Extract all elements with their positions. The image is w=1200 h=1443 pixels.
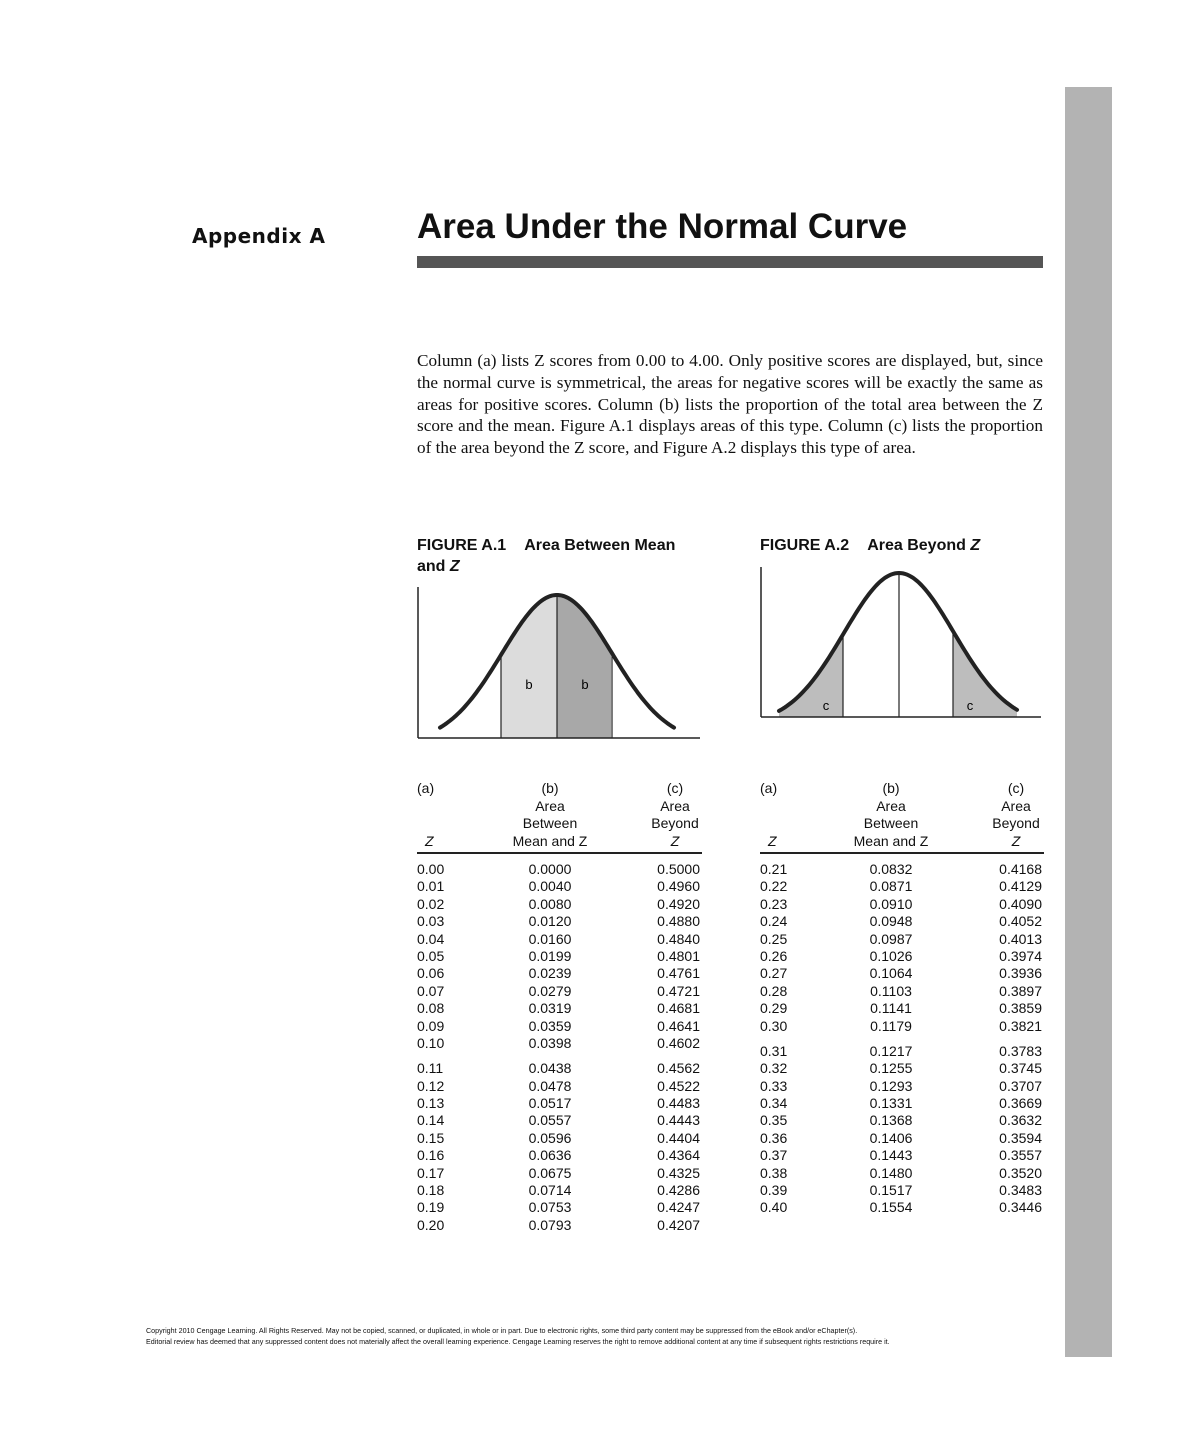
table-cell-z: 0.13 — [417, 1095, 445, 1112]
table-cell-c: 0.4364 — [657, 1147, 700, 1164]
table-cell-b: 0.0832 — [869, 861, 913, 877]
figure-a1-label: FIGURE A.1 — [417, 537, 507, 554]
table-cell-z: 0.26 — [760, 947, 788, 964]
table-cell-b: 0.0120 — [528, 913, 572, 930]
figure-a1-normal-curve — [416, 585, 702, 743]
table-cell-c: 0.4404 — [657, 1129, 700, 1146]
table-cell-z: 0.24 — [760, 913, 788, 930]
table-cell-z: 0.07 — [417, 982, 445, 999]
table-cell-b: 0.1179 — [870, 1017, 912, 1034]
table-cell-z: 0.37 — [760, 1147, 788, 1164]
figure-a2-label: FIGURE A.2 — [760, 537, 850, 554]
table-cell-b: 0.1480 — [869, 1164, 913, 1181]
table-cell-c: 0.4443 — [657, 1112, 700, 1129]
table-cell-z: 0.19 — [417, 1199, 445, 1216]
left-b-column — [510, 861, 590, 1234]
table-cell-b: 0.1554 — [869, 1199, 913, 1216]
table-cell-b: 0.0675 — [528, 1164, 572, 1181]
region-b-right-label: b — [581, 677, 589, 692]
table-cell-b: 0.1517 — [869, 1182, 913, 1199]
table-cell-b: 0.1443 — [869, 1147, 913, 1164]
table-cell-z: 0.33 — [760, 1077, 788, 1094]
table-cell-b: 0.1406 — [869, 1129, 913, 1146]
table-cell-b: 0.0910 — [869, 895, 913, 912]
figure-a2-caption-text: Area Beyond — [867, 537, 971, 554]
table-cell-c: 0.3745 — [999, 1060, 1042, 1077]
table-cell-c: 0.4721 — [657, 982, 700, 999]
table-cell-b: 0.0398 — [528, 1034, 572, 1051]
intro-paragraph: Column (a) lists Z scores from 0.00 to 4.00. Only positive scores are displayed, but, since the normal curve is symmetrical, the areas for negative scores will be exactly the same as areas for positive scores. Column (b) lists the proportion of the total area between the Z score and the mean. Figure A.1 displays areas of this type. Column (c) lists the proportion of the area beyond the Z score, and Figure A.2 displays this type of area. — [417, 351, 1043, 458]
table-cell-c: 0.3707 — [999, 1077, 1042, 1094]
table-cell-z: 0.22 — [760, 878, 788, 895]
title-rule — [417, 256, 1043, 268]
table-cell-b: 0.0160 — [528, 930, 572, 947]
table-cell-c: 0.3594 — [999, 1129, 1042, 1146]
right-header-b: (b) Area Between Mean and Z — [853, 780, 929, 849]
left-header-c: (c) Area Beyond Z — [651, 780, 699, 849]
table-cell-b: 0.0714 — [528, 1182, 572, 1199]
table-cell-c: 0.4247 — [657, 1199, 700, 1216]
table-cell-c: 0.3821 — [999, 1017, 1042, 1034]
table-cell-b: 0.0793 — [528, 1216, 572, 1233]
left-header-a: (a) Z — [417, 780, 435, 849]
table-cell-b: 0.1141 — [870, 1000, 912, 1017]
table-cell-b: 0.0438 — [528, 1060, 572, 1077]
table-cell-z: 0.16 — [417, 1147, 445, 1164]
table-cell-z: 0.30 — [760, 1017, 788, 1034]
table-cell-z: 0.36 — [760, 1129, 788, 1146]
table-cell-c: 0.3783 — [999, 1042, 1042, 1059]
table-cell-b: 0.0319 — [528, 1000, 572, 1017]
table-cell-c: 0.3974 — [999, 947, 1042, 964]
appendix-label: Appendix A — [192, 224, 326, 248]
table-cell-z: 0.32 — [760, 1060, 788, 1077]
table-cell-z: 0.14 — [417, 1112, 445, 1129]
table-cell-c: 0.4325 — [657, 1164, 700, 1181]
table-cell-c: 0.4483 — [657, 1095, 700, 1112]
region-c-left-label: c — [822, 698, 830, 713]
figure-a2-normal-curve — [759, 565, 1043, 723]
table-cell-z: 0.20 — [417, 1216, 445, 1233]
region-c-right-label: c — [966, 698, 974, 713]
table-cell-c: 0.4840 — [657, 930, 700, 947]
right-header-a: (a) Z — [760, 780, 778, 849]
table-cell-z: 0.03 — [417, 913, 445, 930]
right-z-column — [760, 861, 800, 1217]
table-cell-z: 0.18 — [417, 1182, 445, 1199]
copyright-line-2: Editorial review has deemed that any suppressed content does not materially affect the overall learning experience. Cengage Learning reserves the right to remove additional content at any time if subsequent rights restrictions require it. — [146, 1336, 890, 1346]
table-cell-b: 0.0987 — [869, 930, 913, 947]
table-cell-z: 0.09 — [417, 1017, 445, 1034]
region-b-left-label: b — [525, 677, 533, 692]
table-cell-b: 0.0871 — [869, 878, 913, 895]
left-header-rule — [417, 852, 702, 854]
figure-a2-caption — [760, 535, 1060, 556]
table-cell-b: 0.0557 — [528, 1112, 572, 1129]
side-margin-bar — [1065, 87, 1112, 1357]
table-cell-z: 0.27 — [760, 965, 788, 982]
area-between-left-fill — [501, 595, 557, 738]
right-header-c: (c) Area Beyond Z — [992, 780, 1040, 849]
copyright-line-1: Copyright 2010 Cengage Learning. All Rights Reserved. May not be copied, scanned, or duplicated, in whole or in part. Due to electronic rights, some third party content may be suppressed from the eBook and/or eChapter(s). — [146, 1326, 858, 1335]
table-cell-z: 0.25 — [760, 930, 788, 947]
table-cell-z: 0.29 — [760, 1000, 788, 1017]
figure-a1-caption — [417, 535, 717, 577]
table-cell-c: 0.4168 — [999, 861, 1042, 877]
table-cell-b: 0.0478 — [528, 1077, 572, 1094]
table-cell-z: 0.05 — [417, 947, 445, 964]
table-cell-b: 0.1217 — [869, 1042, 913, 1059]
table-cell-z: 0.31 — [760, 1042, 788, 1059]
table-cell-c: 0.4641 — [657, 1017, 700, 1034]
table-cell-c: 0.3632 — [999, 1112, 1042, 1129]
table-cell-c: 0.4960 — [657, 878, 700, 895]
table-cell-b: 0.0080 — [528, 895, 572, 912]
table-cell-b: 0.0948 — [869, 913, 913, 930]
table-cell-c: 0.3446 — [999, 1199, 1042, 1216]
table-cell-z: 0.38 — [760, 1164, 788, 1181]
table-cell-c: 0.4602 — [657, 1034, 700, 1051]
table-cell-c: 0.4681 — [657, 1000, 700, 1017]
right-b-column — [851, 861, 931, 1217]
table-cell-c: 0.4090 — [999, 895, 1042, 912]
table-cell-c: 0.4562 — [657, 1060, 700, 1077]
table-cell-c: 0.4920 — [657, 895, 700, 912]
table-cell-b: 0.0753 — [528, 1199, 572, 1216]
table-cell-c: 0.4286 — [657, 1182, 700, 1199]
table-cell-b: 0.0517 — [528, 1095, 572, 1112]
table-cell-b: 0.1368 — [869, 1112, 913, 1129]
table-cell-c: 0.3936 — [999, 965, 1042, 982]
table-cell-c: 0.4013 — [999, 930, 1042, 947]
right-header-rule — [760, 852, 1044, 854]
table-cell-c: 0.4880 — [657, 913, 700, 930]
table-cell-c: 0.4052 — [999, 913, 1042, 930]
table-cell-b: 0.0040 — [528, 878, 572, 895]
table-cell-z: 0.23 — [760, 895, 788, 912]
table-cell-z: 0.17 — [417, 1164, 445, 1181]
table-cell-z: 0.12 — [417, 1077, 445, 1094]
table-cell-z: 0.01 — [417, 878, 445, 895]
table-cell-b: 0.0239 — [528, 965, 572, 982]
table-cell-c: 0.5000 — [657, 861, 700, 877]
table-cell-z: 0.06 — [417, 965, 445, 982]
table-cell-c: 0.3897 — [999, 982, 1042, 999]
table-cell-z: 0.28 — [760, 982, 788, 999]
table-cell-b: 0.1293 — [869, 1077, 913, 1094]
area-between-right-fill — [557, 595, 611, 738]
table-cell-z: 0.21 — [760, 861, 788, 877]
page-title: Area Under the Normal Curve — [417, 207, 908, 246]
table-cell-z: 0.35 — [760, 1112, 788, 1129]
table-cell-b: 0.0596 — [528, 1129, 572, 1146]
table-cell-z: 0.02 — [417, 895, 445, 912]
table-cell-c: 0.4129 — [999, 878, 1042, 895]
table-cell-c: 0.4522 — [657, 1077, 700, 1094]
table-cell-b: 0.1064 — [869, 965, 913, 982]
figure-a1-caption-line1: Area Between Mean — [524, 537, 676, 554]
table-cell-c: 0.3669 — [999, 1095, 1042, 1112]
table-cell-b: 0.1026 — [869, 947, 913, 964]
figure-a1-caption-line2: and — [417, 558, 450, 575]
table-cell-z: 0.39 — [760, 1182, 788, 1199]
table-cell-c: 0.4207 — [657, 1216, 700, 1233]
table-cell-b: 0.1103 — [870, 982, 912, 999]
table-cell-z: 0.08 — [417, 1000, 445, 1017]
table-cell-z: 0.10 — [417, 1034, 445, 1051]
table-cell-z: 0.04 — [417, 930, 445, 947]
table-cell-c: 0.3557 — [999, 1147, 1042, 1164]
table-cell-z: 0.34 — [760, 1095, 788, 1112]
figure-a2-caption-z: Z — [970, 537, 981, 554]
right-c-column — [972, 861, 1042, 1217]
table-cell-c: 0.4761 — [657, 965, 700, 982]
table-cell-c: 0.3520 — [999, 1164, 1042, 1181]
table-cell-c: 0.3483 — [999, 1182, 1042, 1199]
left-c-column — [630, 861, 700, 1234]
table-cell-z: 0.00 — [417, 861, 445, 877]
table-cell-b: 0.0000 — [528, 861, 572, 877]
figure-a1-caption-z: Z — [449, 558, 460, 575]
table-cell-z: 0.40 — [760, 1199, 788, 1216]
left-z-column — [417, 861, 457, 1234]
table-cell-b: 0.1255 — [869, 1060, 913, 1077]
table-cell-z: 0.11 — [417, 1060, 444, 1077]
table-cell-b: 0.1331 — [869, 1095, 913, 1112]
table-cell-b: 0.0279 — [528, 982, 572, 999]
table-cell-c: 0.4801 — [657, 947, 700, 964]
table-cell-c: 0.3859 — [999, 1000, 1042, 1017]
table-cell-b: 0.0199 — [528, 947, 572, 964]
copyright-notice — [146, 1326, 1056, 1347]
table-cell-z: 0.15 — [417, 1129, 445, 1146]
left-header-b: (b) Area Between Mean and Z — [512, 780, 588, 849]
table-cell-b: 0.0636 — [528, 1147, 572, 1164]
table-cell-b: 0.0359 — [528, 1017, 572, 1034]
